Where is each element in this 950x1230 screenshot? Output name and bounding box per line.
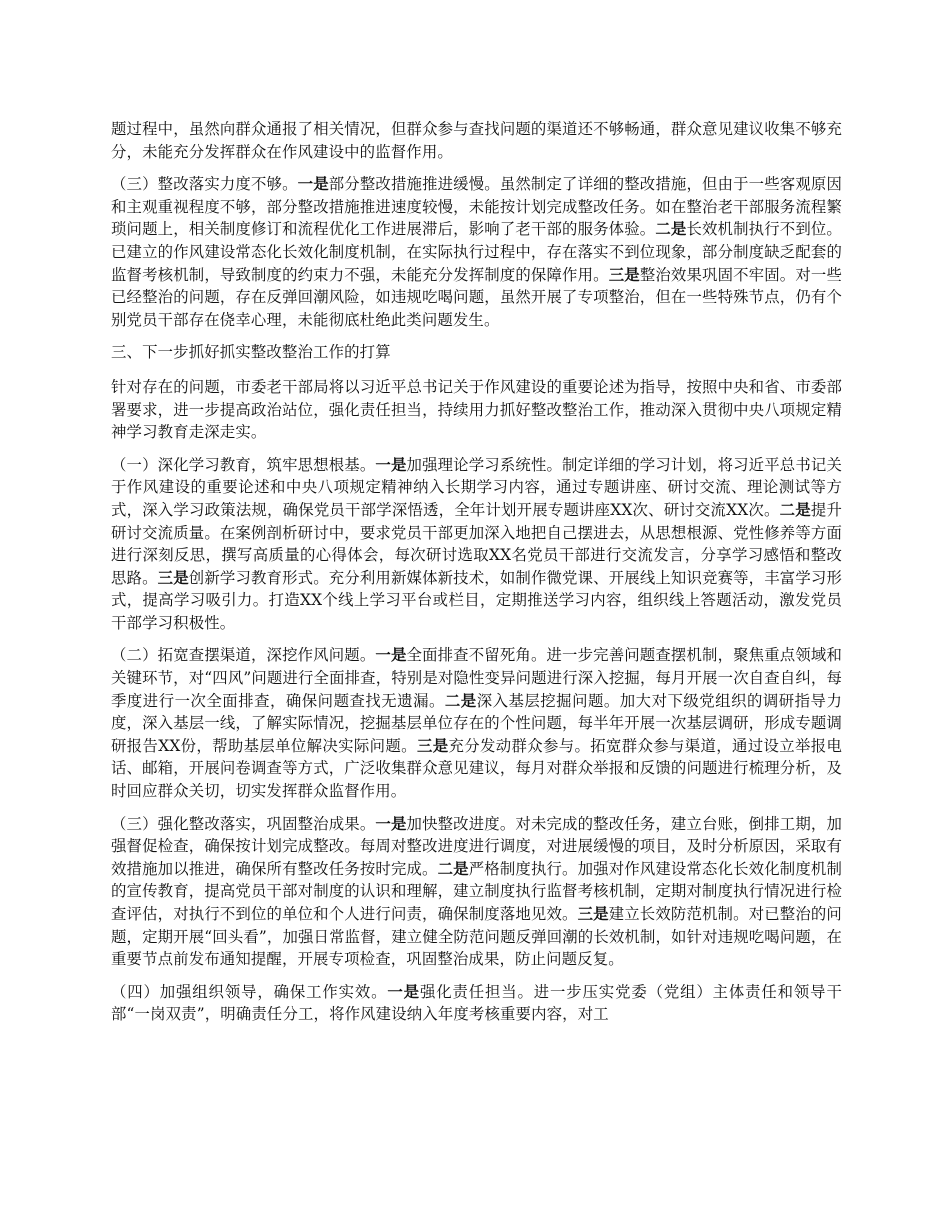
paragraph-text: 深入基层挖掘问题。加大对下级党组织的调研指导力度，深入基层一线，了解实际情况，挖掘基层单位存在的个性问题，每半年开展一次基层调研，形成专题调研报告XX份，帮助基层单位解决实际问题。 bbox=[111, 691, 842, 755]
bold-lead-text: 一是 bbox=[297, 175, 329, 194]
paragraph-text: 加快整改进度。对未完成的整改任务，建立台账，倒排工期，加强督促检查，确保按计划完成整改。每周对整改进度进行调度，对进展缓慢的项目，及时分析原因，采取有效措施加以推进，确保所有整改任务按时完成。 bbox=[111, 814, 842, 878]
paragraph-text: （二）拓宽查摆渠道，深挖作风问题。 bbox=[111, 646, 376, 665]
bold-lead-text: 三是 bbox=[157, 568, 189, 587]
document-body bbox=[111, 118, 842, 1026]
paragraph-text: 提升研讨交流质量。在案例剖析研讨中，要求党员干部更加深入地把自己摆进去，从思想根源、党性修养等方面进行深刻反思，撰写高质量的心得体会，每次研讨选取XX名党员干部进行交流发言，分享学习感悟和整改思路。 bbox=[111, 500, 842, 587]
paragraph bbox=[111, 813, 842, 971]
bold-lead-text: 二是 bbox=[779, 500, 811, 519]
paragraph-text: （三）整改落实力度不够。 bbox=[111, 175, 298, 194]
paragraph bbox=[111, 644, 842, 802]
bold-lead-text: 二是 bbox=[437, 859, 469, 878]
paragraph-text: 充分发动群众参与。拓宽群众参与渠道，通过设立举报电话、邮箱，开展问卷调查等方式，广泛收集群众意见建议，每月对群众举报和反馈的问题进行梳理分析，及时回应群众关切，切实发挥群众监督作用。 bbox=[111, 736, 842, 801]
bold-lead-text: 三是 bbox=[577, 905, 609, 923]
paragraph-text: （三）强化整改落实，巩固整治成果。 bbox=[111, 814, 376, 833]
section-heading bbox=[111, 341, 842, 364]
paragraph-text: 建立长效防范机制。对已整治的问题，定期开展“回头看”，加强日常监督，建立健全防范问题反弹回潮的长效机制，如针对违规吃喝问题，在重要节点前发布通知提醒，开展专项检查，巩固整治成果，防止问题反复。 bbox=[111, 905, 842, 969]
paragraph bbox=[111, 173, 842, 331]
bold-lead-text: 一是 bbox=[375, 646, 407, 665]
paragraph-text: 三、下一步抓好抓实整改整治工作的打算 bbox=[111, 343, 391, 362]
bold-lead-text: 三是 bbox=[416, 736, 449, 755]
bold-lead-text: 一是 bbox=[375, 814, 407, 833]
bold-lead-text: 二是 bbox=[655, 220, 687, 239]
paragraph-text: 题过程中，虽然向群众通报了相关情况，但群众参与查找问题的渠道还不够畅通，群众意见建议收集不够充分，未能充分发挥群众在作风建设中的监督作用。 bbox=[111, 120, 842, 161]
paragraph-text: 强化责任担当。进一步压实党委（党组）主体责任和领导干部“一岗双责”，明确责任分工，将作风建设纳入年度考核重要内容，对工 bbox=[111, 982, 842, 1024]
paragraph bbox=[111, 376, 842, 444]
bold-lead-text: 三是 bbox=[608, 265, 640, 284]
paragraph bbox=[111, 981, 842, 1026]
bold-lead-text: 一是 bbox=[387, 982, 420, 1001]
paragraph-text: 加强理论学习系统性。制定详细的学习计划，将习近平总书记关于作风建设的重要论述和中央八项规定精神纳入长期学习内容，通过专题讲座、研讨交流、理论测试等方式，深入学习政策法规，确保党员干部学深悟透，全年计划开展专题讲座XX次、研讨交流XX次。 bbox=[111, 455, 842, 519]
paragraph-text: 全面排查不留死角。进一步完善问题查摆机制，聚焦重点领域和关键环节，对“四风”问题进行全面排查，特别是对隐性变异问题进行深入挖掘，每月开展一次自查自纠，每季度进行一次全面排查，确保问题查找无遗漏。 bbox=[111, 646, 842, 710]
paragraph bbox=[111, 454, 842, 635]
paragraph-text: 长效机制执行不到位。已建立的作风建设常态化长效化制度机制，在实际执行过程中，存在落实不到位现象，部分制度缺乏配套的监督考核机制，导致制度的约束力不强，未能充分发挥制度的保障作用。 bbox=[111, 220, 842, 284]
paragraph-text: 针对存在的问题，市委老干部局将以习近平总书记关于作风建设的重要论述为指导，按照中央和省、市委部署要求，进一步提高政治站位，强化责任担当，持续用力抓好整改整治工作，推动深入贯彻中央八项规定精神学习教育走深走实。 bbox=[111, 377, 842, 442]
paragraph-text: （四）加强组织领导，确保工作实效。 bbox=[111, 982, 388, 1001]
paragraph-text: （一）深化学习教育，筑牢思想根基。 bbox=[111, 455, 376, 474]
bold-lead-text: 一是 bbox=[375, 455, 407, 474]
paragraph-text: 严格制度执行。加强对作风建设常态化长效化制度机制的宣传教育，提高党员干部对制度的认识和理解，建立制度执行监督考核机制，定期对制度执行情况进行检查评估，对执行不到位的单位和个人进行问责，确保制度落地见效。 bbox=[111, 859, 842, 923]
paragraph-text: 部分整改措施推进缓慢。虽然制定了详细的整改措施，但由于一些客观原因和主观重视程度不够，部分整改措施推进速度较慢，未能按计划完成整改任务。如在整治老干部服务流程繁琐问题上，相关制度修订和流程优化工作进展滞后，影响了老干部的服务体验。 bbox=[111, 175, 842, 239]
paragraph-text: 整治效果巩固不牢固。对一些已经整治的问题，存在反弹回潮风险，如违规吃喝问题，虽然开展了专项整治，但在一些特殊节点，仍有个别党员干部存在侥幸心理，未能彻底杜绝此类问题发生。 bbox=[111, 265, 842, 329]
bold-lead-text: 二是 bbox=[444, 691, 477, 710]
paragraph bbox=[111, 118, 842, 163]
paragraph-text: 创新学习教育形式。充分利用新媒体新技术，如制作微党课、开展线上知识竞赛等，丰富学习形式，提高学习吸引力。打造XX个线上学习平台或栏目，定期推送学习内容，组织线上答题活动，激发党员干部学习积极性。 bbox=[111, 568, 842, 632]
